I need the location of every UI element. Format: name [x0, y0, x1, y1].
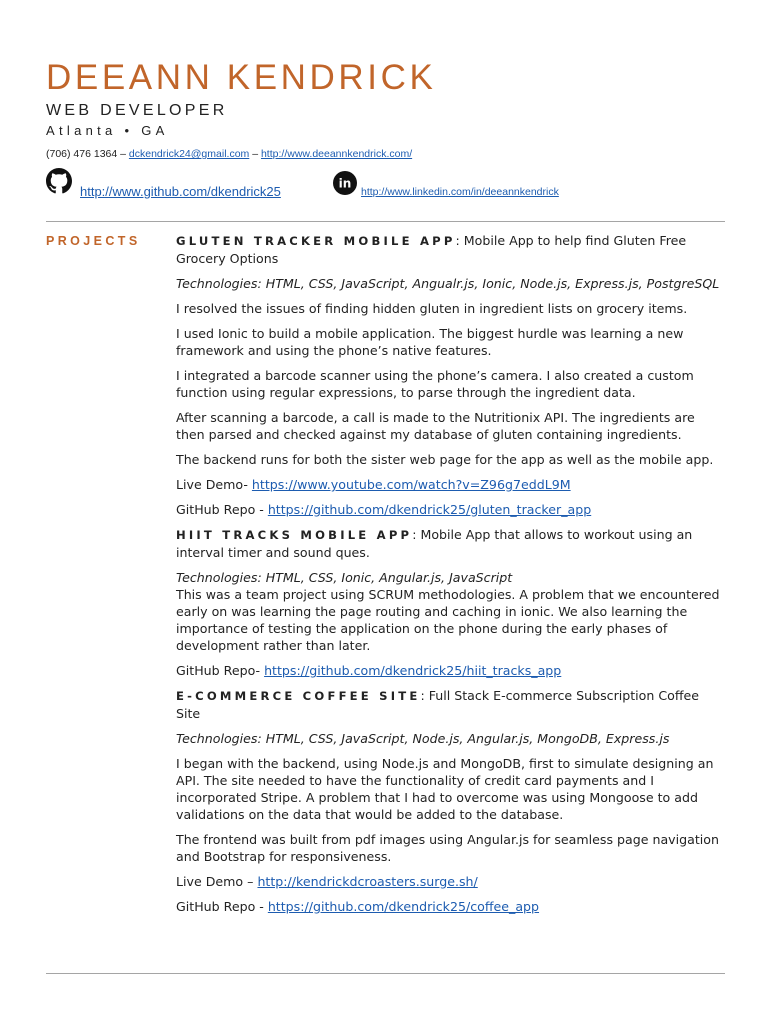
project-title: HIIT TRACKS MOBILE APP — [176, 528, 413, 542]
section-label-projects: PROJECTS — [46, 234, 141, 248]
repo-label: GitHub Repo - — [176, 502, 268, 517]
project-title: GLUTEN TRACKER MOBILE APP — [176, 234, 456, 248]
project-description: I resolved the issues of finding hidden gluten in ingredient lists on grocery items. — [176, 301, 688, 316]
project-subtitle: : Mobile App that allows to workout using an interval timer and sound ques. — [176, 527, 693, 560]
project-description: I used Ionic to build a mobile application. The biggest hurdle was learning a new framework and using the phone’s native features. — [176, 326, 684, 358]
live-demo-line — [176, 873, 726, 890]
repo-link[interactable]: https://github.com/dkendrick25/hiit_tracks_app — [264, 663, 562, 678]
project-description: I began with the backend, using Node.js and MongoDB, first to simulate designing an API. The site needed to have the functionality of credit card payments and I incorporated Stripe. A problem that I had to overcome was using Mongoose to add validations on the data that would be added to the database. — [176, 756, 714, 822]
repo-link[interactable]: https://github.com/dkendrick25/coffee_app — [267, 899, 540, 914]
projects-column — [176, 232, 726, 923]
project-heading — [176, 232, 726, 267]
job-title: WEB DEVELOPER — [46, 102, 228, 119]
linkedin-badge-text: in — [338, 176, 352, 191]
project-description: The backend runs for both the sister web page for the app as well as the mobile app. — [176, 452, 714, 467]
location: Atlanta • GA — [46, 123, 169, 138]
contact-line — [46, 148, 412, 161]
email-link[interactable]: dckendrick24@gmail.com — [128, 148, 250, 160]
repo-line — [176, 501, 726, 518]
project-technologies: Technologies: HTML, CSS, JavaScript, Angualr.js, Ionic, Node.js, Express.js, PostgreSQL — [176, 276, 720, 291]
header-divider — [46, 221, 725, 222]
project-heading — [176, 687, 726, 722]
phone-number: (706) 476 1364 – — [46, 148, 126, 160]
project-description: This was a team project using SCRUM methodologies. A problem that we encountered early on was learning the page routing and caching in ionic. We also learning the importance of testing the application on the phone during the early phases of development rather than later. — [176, 587, 720, 653]
github-link[interactable]: http://www.github.com/dkendrick25 — [80, 184, 281, 199]
live-demo-label: Live Demo – — [176, 874, 258, 889]
footer-divider — [46, 973, 725, 974]
project-title: E-COMMERCE COFFEE SITE — [176, 689, 421, 703]
live-demo-link[interactable]: https://www.youtube.com/watch?v=Z96g7eddL9M — [251, 477, 571, 492]
repo-link[interactable]: https://github.com/dkendrick25/gluten_tracker_app — [267, 502, 592, 517]
project-technologies: Technologies: HTML, CSS, Ionic, Angular.js, JavaScript — [176, 570, 513, 585]
repo-line — [176, 662, 726, 679]
project-technologies: Technologies: HTML, CSS, JavaScript, Node.js, Angular.js, MongoDB, Express.js — [176, 731, 670, 746]
live-demo-line — [176, 476, 726, 493]
repo-line — [176, 898, 726, 915]
repo-label: GitHub Repo- — [176, 663, 265, 678]
project-heading — [176, 526, 726, 561]
candidate-name: DEEANN KENDRICK — [46, 58, 437, 97]
github-icon[interactable] — [46, 168, 72, 194]
live-demo-link[interactable]: http://kendrickdcroasters.surge.sh/ — [257, 874, 478, 889]
linkedin-link[interactable]: http://www.linkedin.com/in/deeannkendrick — [361, 186, 559, 198]
project-description: The frontend was built from pdf images using Angular.js for seamless page navigation and Bootstrap for responsiveness. — [176, 832, 719, 864]
linkedin-icon[interactable] — [333, 171, 357, 195]
website-link[interactable]: http://www.deeannkendrick.com/ — [260, 148, 413, 160]
project-subtitle: : Mobile App to help find Gluten Free Grocery Options — [176, 233, 687, 266]
repo-label: GitHub Repo - — [176, 899, 268, 914]
project-subtitle: : Full Stack E-commerce Subscription Coffee Site — [176, 688, 700, 721]
live-demo-label: Live Demo- — [176, 477, 252, 492]
project-description: I integrated a barcode scanner using the phone’s camera. I also created a custom function using regular expressions, to parse through the ingredient data. — [176, 368, 694, 400]
project-description: After scanning a barcode, a call is made to the Nutritionix API. The ingredients are then parsed and checked against my database of gluten containing ingredients. — [176, 410, 695, 442]
contact-separator: – — [252, 148, 259, 160]
